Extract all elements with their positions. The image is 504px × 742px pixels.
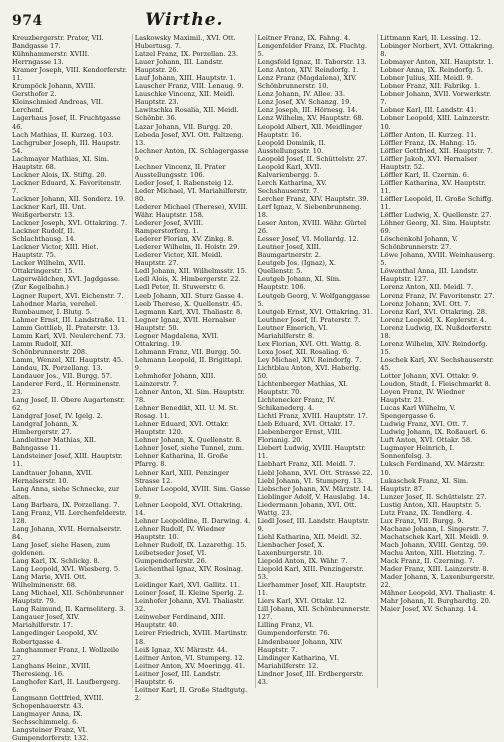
directory-entry: Lindinger Katharina, VI. Mariahilferstr. 12. [257,653,339,670]
directory-entry: Lenz Franz (Magdalena), XIV. Schönbrunnerstr. 10. [257,74,357,91]
directory-entry: Lehmann Leopold, II. Brigittapl. 9. [134,355,243,372]
directory-entry: Löhner Georg, XI. Sim. Hauptstr. 69. [380,219,491,236]
directory-entry: Lehner Rudolf, IX. Lazarethg. 15. [134,540,247,549]
directory-entry: Leutgeb Georg, V. Wolfganggasse 5. [257,291,370,308]
directory-entry: Leopold Josef, II. Schüttelstr. 27. [257,154,368,163]
directory-entry: Ledl Johann, XII. Wilhelmsstr. 15. [134,267,247,276]
directory-entry: Lutz Franz, IX. Tendlerg. 4. [380,508,473,517]
directory-entry: Lobner Julius, XII. Meidl. 9. [380,74,473,83]
directory-entry: Liedermann Johann, XVI. Ott. Wattg. 23. [257,500,357,517]
directory-entry: Lebeda Josef, XVI. Ott. Paltzeng. 13. [134,130,244,147]
directory-entry: Lenz Josef, XV. Schanzg. 19. [257,98,352,107]
directory-entry: Langhofer Karl, II. Laufbergerg. 6. [12,677,121,694]
directory-entry: Lobner Leopold, XIII. Lainzerstr. 10. [380,114,490,131]
directory-column-3 [255,34,374,688]
directory-entry: Laskowsky Maximil., XVI. Ott. Hubertusg. 7. [134,34,236,51]
directory-entry: Lederer Michael (Therese), XVIII. Währ. Hauptstr. 158. [134,202,248,220]
directory-entry: Loudon, Stadt, I. Fleischmarkt 8. [380,380,491,389]
directory-entry: Lehmann Franz, VII. Burgg. 50. [134,347,242,356]
directory-entry: Lenz Joseph, III. Hörnesg. 14. [257,106,358,115]
directory-entry: Lederer Victor, XII. Meidl. Hauptstr. 27. [134,251,223,268]
directory-entry: Lobner Anna, IX. Reindorfg. 5. [380,66,483,75]
directory-entry: Liebenberger Ernst, VIII. Florianig. 20. [257,428,343,445]
directory-entry: Lagner Rupert, XVI. Eichenstr. 7. [12,291,124,300]
directory-entry: Lamm Karl, XVI. Neulerchenf. 73. [12,331,126,340]
directory-entry: Lehner Johann, X. Quellenstr. 8. [134,436,242,445]
directory-entry: Löffler Leopold, II. Große Schiffg. 11. [380,194,494,211]
directory-entry: Lang Johann, XVII. Hernalserstr. 84. [12,524,122,541]
directory-entry: Loyen Franz, IV. Wiedner Hauptstr. 21. [380,388,465,405]
directory-entry: Lamm Rudolf, XII. Schönbrunnerstr. 208. [12,339,88,356]
directory-entry: Lang Josef, II. Obere Augartenstr. 62. [12,396,125,413]
directory-column-1 [12,34,128,742]
directory-entry: Liers Karl, XVI. Ottakr. 12. [257,597,347,606]
directory-entry: Maier Josef, XV. Schanzg. 14. [380,605,478,614]
directory-entry: Landsteiner Josef, XIII. Hauptstr. 11. [12,452,123,469]
directory-entry: Lehner Leopoldine, II. Darwing. 4. [134,516,251,525]
directory-entry: Lamm, Wenzel, XII. Hauptstr. 45. [12,355,124,364]
directory-entry: Leopold Albert, XII. Meidlinger Hauptstr. 16. [257,122,363,139]
directory-entry: Leutgeb Ernst, XVI. Ottakring. 31. [257,307,373,316]
directory-entry: Luft Anton, XVI. Ottakr. 58. [380,436,473,445]
directory-entry: Lobner Johann, XVII. Vorwerkstr. 7. [380,90,492,107]
directory-column-2 [132,34,251,702]
directory-entry: Lobner Franz, XII. Fabrikg. 1. [380,82,481,91]
directory-entry: Lamm Gottlieb, II. Praterstr. 13. [12,323,120,332]
directory-entry: Lederer Josef, XVIII. Ramperstorferg. 1. [134,219,204,236]
directory-entry: Lotter Johann, XVI. Ottakr. 9. [380,371,479,380]
directory-entry: Leeb Johann, XII. Sturz Gasse 4. [134,291,244,300]
directory-entry: Leinweber Ferdinand, XIII. Hauptstr. 40. [134,613,226,630]
directory-entry: Lichtenberger Mathias, XI. Hauptstr. 70. [257,380,348,397]
directory-entry: Lunzer Josef, II. Schüttelstr. 27. [380,492,487,501]
directory-entry: Lazar Johann, VII. Burgg. 20. [134,122,233,131]
directory-entry: Landgraf Johann, X. Himbergerstr. 27. [12,420,79,437]
directory-entry: Lang Barbara, IX. Porzellang. 7. [12,500,120,509]
directory-entry: Kühnhammerstr. XVIII. Herrngasse 13. [12,50,90,67]
directory-entry: Landauer Jos., VII. Burgg. 57. [12,371,112,380]
directory-entry: Lorenz Leopold, X. Keplerstr. 4. [380,315,487,324]
directory-entry: Lehner Rudolf, IV. Wiedner Hauptstr. 10. [134,524,226,541]
directory-entry: Liedl Josef, III. Landstr. Hauptstr. 9. [257,516,370,533]
directory-entry: Lehner Leopold, XVIII. Sim. Gasse 9. [134,484,251,501]
directory-entry: Löffler Karl, II. Czernin. 6. [380,170,469,179]
directory-entry: Leiß Ignaz, XV. Märzstr. 44. [134,645,228,654]
directory-entry: Lehner Karl, XIII. Penzinger Strasse 12. [134,468,230,485]
directory-entry: Lux Franz, VII. Burgg. 9. [380,516,464,525]
directory-entry: Lobner Karl, III. Landstr. 41. [380,106,477,115]
directory-entry: Lehner Eduard, XVI. Ottakr. Hauptstr. 120. [134,420,229,437]
page-header [12,10,496,30]
directory-entry: Mader Johann, X. Laxenburgerstr. 22. [380,573,495,590]
directory-entry: Leidinger Karl, XVI. Gallitz. 11. [134,581,240,590]
directory-entry: Lang Leopold, XVI. Wiesberg. 5. [12,565,121,574]
directory-entry: Lierhammer Josef, XII. Hauptstr. 11. [257,581,367,598]
directory-entry: Lengenfelder Franz, IX. Fluchtg. 5. [257,42,368,59]
directory-entry: Mack Franz, II. Czerning. 7. [380,557,475,566]
directory-entry: Lauer Johann, III. Landstr. Hauptstr. 26. [134,58,224,75]
directory-entry: Liebl Johann, XVI. Ott. Strasse 22. [257,468,373,477]
directory-entry: Mader Franz, XIII. Lainzerstr. 8. [380,565,489,574]
directory-entry: Leitner Anton, XV. Moeringg. 41. [134,661,245,670]
directory-entry: Loschek Karl, XV. Sechshauserstr. 45. [380,355,494,372]
directory-entry: Lackner Alois, IX. Stiftg. 20. [12,170,107,179]
page-number: 974 [12,13,43,29]
directory-entry: Löffler Anton, II. Kurzeg. 11. [380,130,477,139]
directory-entry: Lang Franz, VII. Lerchenfelderstr. 128. [12,508,127,525]
directory-entry: Kramer Joseph, VIII. Kendorferstr. 11. [12,66,128,83]
directory-entry: Lilling Franz, VI. Gumpendorferstr. 76. [257,621,330,638]
directory-entry: Lorenz Anton, XII. Meidl. 7. [380,283,474,292]
directory-entry: Lercher Franz, XIV. Hauptstr. 39. [257,194,369,203]
directory-entry: Leitner Karl, II. Große Stadtgutg. 2. [134,685,248,702]
directory-entry: Liebhart Franz, XII. Meidl. 7. [257,460,356,469]
directory-entry: Lexa Josef, XII. Rosaliag. 6. [257,347,350,356]
directory-entry: Lederer Florian, XV. Zinkg. 8. [134,235,234,244]
directory-entry: Löschenkohl Johann, V. Schönbrunnerstr. 27. [380,235,458,252]
page-title: Wirthe. [145,10,224,30]
directory-entry: Lenz Johann, IV. Allee. 33. [257,90,345,99]
directory-entry: Leitner Anton, VI. Stumperg. 12. [134,653,245,662]
directory-entry: Leutner Emerich, VI. Mariahilferstr. 8. [257,323,328,340]
directory-entry: Lienbacher Josef, X. Laxenburgerstr. 10. [257,540,325,557]
directory-entry: Kleinschmied Andreas, VII. Lerchenf. [12,98,104,115]
directory-entry: Lang Marie, XVII. Ott. Wilhelminenstr. 68. [12,573,87,590]
directory-entry: Lengsfeld Ignaz, II. Taborstr. 13. [257,58,367,67]
directory-entry: Lehner Leopold, XVI. Ottakring. 14. [134,500,243,517]
directory-entry: Lechner Anton, IX. Schlagergasse 9. [134,146,249,163]
directory-entry: Leder Josef, I. Rabensteig 12. [134,178,234,187]
directory-entry: Landau, IX. Porzellang. 13. [12,363,103,372]
directory-entry: Landtauer Johann, XVII. Hernalserstr. 10. [12,468,93,485]
directory-entry: Machu Anton, XIII. Hietzing. 7. [380,549,485,557]
directory-entry: Lieb Eduard, XVI. Ottakr. 17. [257,420,355,429]
directory-entry: Leibetseder Josef, VI. Gumpendorferstr. 26. [134,549,207,566]
directory-entry: Kreuzbergerstr. Prater, VII. Bandgasse 17. [12,34,104,51]
directory-entry: Ledl Alois, X. Himbergerstr. 22. [134,275,241,284]
directory-entry: Legner Magdalena, XVII. Ottakring. 19. [134,331,219,348]
directory-entry: Löwe Johann, XVIII. Weinhauserg. 5. [380,251,495,268]
directory-entry: Lobmayer Anton, XII. Hauptstr. 1. [380,58,494,67]
directory-entry: Lach Mathias, II. Kurzeg. 103. [12,130,114,139]
directory-entry: Lustig Anton, XII. Hauptstr. 5. [380,500,482,509]
directory-entry: Lagerwäldchen, XVI. Jagdgasse. (Zur Kegelbahn.) [12,275,120,292]
directory-entry: Liehl Katharina, XII. Meidl. 32. [257,532,362,541]
directory-entry: Liebl Johann, VI. Stumperg. 13. [257,476,364,485]
directory-entry: Lukaschek Franz, XI. Sim. Hauptstr. 87. [380,476,469,493]
directory-entry: Lackner Johann, XII. Sonderz. 19. [12,194,126,203]
directory-entry: Lichtl Franz, XVIII. Hauptstr. 17. [257,412,368,421]
directory-entry: Lindner Josef, III. Erdbergerstr. 43. [257,669,364,686]
directory-entry: Lugmayer Heinrich, I. Sonnenfelsg. 3. [380,444,455,461]
directory-entry: Langsteiner Franz, VI. Gumpendorferstr. 132. [12,726,89,742]
directory-entry: Lorenz Karl, XVI. Ottakring. 28. [380,307,488,316]
directory-entry: Lang Michael, XII. Schönbrunner Hauptstr. 79. [12,589,124,606]
directory-entry: Ludwig Johann, IX. Roßauerl. 6. [380,428,488,437]
directory-entry: Leder Michael, VI. Mariahilferstr. 80. [134,186,248,203]
directory-entry: Leitner Josef, III. Landstr. Hauptstr. 6. [134,669,221,686]
directory-entry: Landerer Ferd., II. Herminenstr. 23. [12,380,121,397]
directory-entry: Lackner Eduard, X. Favoritenstr. 7. [12,178,122,195]
directory-entry: Lahmer Ernst, III. Landstraße. 11. [12,315,128,324]
directory-entry: Leitner Franz, IX. Fahng. 4. [257,34,351,42]
directory-entry: Leutgeb Jos. (Ignaz), X. Quellenstr. 5. [257,259,336,276]
directory-entry: Lindenbauer Johann, XIV. Hauptstr. 7. [257,637,343,654]
directory-entry: Langmayer Anna, IX. Sechsschimmelg. 6. [12,709,83,726]
directory-entry: Löffler Ludwig, X. Quellenstr. 27. [380,211,492,220]
directory-entry: Langauer Josef, XIV. Mariahilferstr. 17. [12,613,80,630]
directory-entry: Löffler Jakob, XVI. Hernalser Hauptstr. 52. [380,154,478,171]
directory-entry: Lackner Karl, III. Unt. Weißgerberstr. 13. [12,202,87,220]
directory-entry: Lex Florian, XVI. Ott. Wattg. 8. [257,339,362,348]
directory-entry: Langmann Gottfried, XVIII. Schopenhauerstr. 43. [12,693,104,710]
directory-entry: Lachgruber Joseph, III. Haupstr. 54. [12,138,121,155]
directory-entry: Lang Raimund, II. Karmeliterg. 3. [12,605,126,614]
directory-entry: Lauf Johann, XIII. Hauptstr. 1. [134,74,236,83]
directory-entry: Leeb Therese, X. Quellenstr. 45. [134,299,243,308]
directory-entry: Lederer Wilhelm, II. Holstr. 29. [134,243,240,252]
directory-entry: Lawitschka Rosalia, XII. Meidl. Schönbr. 36. [134,106,239,123]
directory-entry: Littmann Karl, II. Lessing. 12. [380,34,481,42]
directory-entry: Latzel Franz, IX. Porzellan. 23. [134,50,239,59]
directory-entry: Lahodner Maria, verehel. Rumbaumer, I. Blutg. 5. [12,299,98,316]
directory-entry: Lorenz Franz, IV. Favoritenstr. 27. [380,291,495,300]
directory-entry: Leopold Karl, XVII. Kalvarienbergg. 5. [257,162,322,179]
directory-entry: Lehmhofer Johann, XIII. Lainzerstr. 7. [134,371,216,389]
directory-entry: Lerch Katharina, XV. Sechshauserstr. 7. [257,178,327,195]
directory-entry: Mähner Leopold, XVI. Thaliastr. 4. [380,589,496,598]
directory-entry: Lehner Anton, XI. Sim. Hauptstr. 78. [134,388,245,405]
directory-entry: Langhans Heinr., XVIII. Theresieng. 16. [12,661,91,678]
directory-entry: Löffler Katharina, XV. Hauptstr. 11. [380,178,486,195]
directory-entry: Mahr Johann, II. Burghardtg. 20. [380,597,491,606]
directory-entry: Lerf Ignaz, V. Siebenbrunneng. 18. [257,202,362,220]
directory-entry: Lehner Katharina, II. Große Pfarrg. 8. [134,452,229,469]
directory-entry: Machane Johann, I. Singerstr. 7. [380,524,489,533]
directory-entry: Leinhofer Johann, XVI. Thaliastr. 32. [134,597,245,614]
directory-entry: Ludwig Franz, XVI. Ott. 7. [380,420,469,429]
directory-entry: Lill Johann, XII. Schönbrunnerstr. 127. [257,605,371,622]
directory-entry: Löffler Gottfried, XII. Hauptstr. 7. [380,146,493,155]
directory-entry: Löwenthal Anna, III. Landstr. Hauptstr. 127. [380,267,479,284]
directory-entry: Leopold Dominik, II. Ausstellungsstr. 10. [257,138,326,155]
directory-entry: Leser Anton, XVIII. Währ. Gürtel 26. [257,219,367,236]
directory-column-4 [377,34,496,688]
directory-entry: Legner Ignaz, XVII. Hernalser Hauptstr. 50. [134,315,236,332]
directory-entry: Ledl Peter, II. Stuwerstr. 6. [134,283,226,292]
directory-entry: Lenz Wilhelm, XV. Hauptstr. 68. [257,114,364,123]
directory-entry: Mach Johann, XVIII. Gentzg. 59. [380,540,489,549]
directory-entry: Lesser Josef, VI. Mollardg. 12. [257,235,359,244]
directory-entry: Liepold Karl, XIII. Penzingerstr. 53. [257,565,364,582]
directory-entry: Lucas Karl Wilhelm, V. Spengergasse 6. [380,404,456,421]
directory-entry: Leirer Friedrich, XVIII. Martinstr. 18. [134,629,248,646]
directory-entry: Lichtblau Anton, XVI. Haberlg. 50. [257,363,361,380]
directory-entry: Liebert Ludwig, XVIII. Hauptstr. 11. [257,444,366,461]
directory-entry: Legmann Karl, XVI. Thaliastr. 8. [134,307,243,316]
directory-entry: Lacker Wilhelm, XVII. Ottakringerstr. 15. [12,259,86,276]
directory-entry: Lackner Rudolf, II. Schlachthausg. 14. [12,227,76,244]
directory-entry: Lauschke Vincenz, XII. Meidl. Hauptstr. 23. [134,90,235,107]
directory-entry: Lehner Benedikt, XII. U. M. St. Rosag. 11. [134,404,239,421]
directory-entry: Landgraf Josef, IV. Igelg. 2. [12,412,103,421]
directory-entry: Lieblinger Adolf, V. Hauslabg. 14. [257,492,370,501]
directory-entry: Lagerhaus Josef, II. Fruchtgasse 46. [12,114,121,131]
directory-entry: Lehner Josef, siehe Tunnel, zum. [134,444,245,453]
directory-entry: Lang Karl, IX. Schlickg. 8. [12,557,100,566]
directory-entry: Lobinger Norbert, XVI. Ottakring. 8. [380,42,495,59]
directory-entry: Lenz Anton, XIV. Reindorfg. 1. [257,66,359,75]
directory-entry: Krumpöck Johann, XVIII. Gersthofer 2. [12,82,96,99]
directory-entry: Landleitner Mathias, XII. Bahngasse 11. [12,436,97,453]
directory-columns [12,34,496,742]
directory-entry: Leiner Josef, II. Kleine Sperlg. 2. [134,589,245,598]
directory-entry: Leuthner Josef, II. Praterstr. 7. [257,315,361,324]
directory-entry: Liebscher Johann, XV. Märzstr. 14. [257,484,374,493]
directory-entry: Lorenz Wilhelm, XIV. Reindorfg. 15. [380,339,488,356]
directory-entry: Lang Josef, siehe Hasen, zum goldenen. [12,540,111,557]
directory-entry: Löffler Franz, IX. Hahng. 15. [380,138,477,147]
directory-entry: Luksch Ferdinand, XV. Märzstr. 10. [380,460,486,477]
directory-entry: Leutner Josef, XIII. Baumgartnerstr. 2. [257,243,321,260]
directory-entry: Machatschek Karl, XII. Meidl. 9. [380,532,489,541]
directory-entry: Ley Michael, XIV. Reindorfg. 7. [257,355,362,364]
directory-entry: Lang Anna, siehe Schnecke, zur alten. [12,484,120,501]
directory-entry: Lorenz Johann, XVI. Ott. 7. [380,299,471,308]
directory-entry: Lauscher Franz, VIII. Lenaug. 9. [134,82,244,91]
directory-entry: Leichenthal Ignaz, XIV. Rosinag. 3. [134,565,243,582]
directory-entry: Lichtenecker Franz, IV. Schikanederg. 4. [257,396,336,413]
directory-entry: Lorenz Ludwig, IX. Nußdorferstr. 18. [380,323,492,340]
directory-entry: Lechner Vincenz, II. Prater Ausstellungsstr. 106. [134,162,226,179]
directory-entry: Lackner Victor, XIII. Hiet. Hauptstr. 75. [12,243,99,260]
directory-entry: Lackner Joseph, XVI. Ottakring. 7. [12,219,128,228]
directory-entry: Langhammer Franz, I. Wollzeile 27. [12,645,119,662]
directory-entry: Langedinger Leopold, XV. Robertgasse 4. [12,629,98,646]
directory-entry: Lachmayer Mathias, XI. Sim. Hauptstr. 68. [12,154,109,171]
directory-entry: Leutgeb Johann, XI. Sim. Hauptstr. 106. [257,275,342,292]
directory-entry: Liepold Anton, IX. Währ. 7. [257,557,348,566]
